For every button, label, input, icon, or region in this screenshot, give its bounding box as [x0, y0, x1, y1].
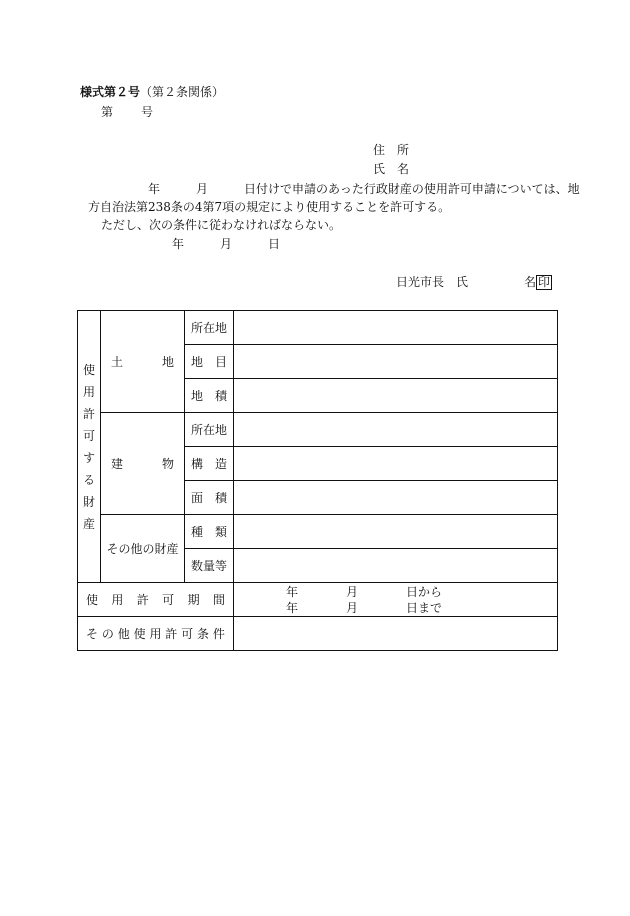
vertical-char: 許: [82, 406, 95, 421]
period-field[interactable]: [234, 583, 558, 617]
land-area-label: 地 積: [185, 379, 234, 413]
land-type-field[interactable]: [234, 345, 558, 379]
period-char: 使: [86, 593, 99, 607]
land-area-field[interactable]: [234, 379, 558, 413]
land-location-field[interactable]: [234, 311, 558, 345]
building-location-label: 所在地: [185, 413, 234, 447]
name-label: 氏 名: [373, 162, 410, 176]
vertical-char: 使: [82, 362, 95, 377]
other-category: その他の財産: [101, 515, 185, 583]
conditions-label: [78, 617, 234, 651]
land-type-label: 地 目: [185, 345, 234, 379]
other-quantity-label: 数量等: [185, 549, 234, 583]
issue-date: 年 月 日: [172, 237, 281, 251]
body-line-1: 年 月 日付けで申請のあった行政財産の使用許可申請については、地: [148, 182, 580, 196]
conditions-char: 他: [117, 627, 130, 641]
other-quantity-field[interactable]: [234, 549, 558, 583]
seal-mark: 印: [538, 275, 551, 289]
building-label-right: 物: [161, 457, 174, 471]
period-to: 年 月 日まで: [286, 600, 443, 615]
vertical-char: す: [82, 450, 95, 465]
other-kind-label: 種 類: [185, 515, 234, 549]
building-category: [101, 413, 185, 515]
vertical-char: 用: [82, 384, 95, 399]
form-number-label: 様式第２号: [80, 85, 141, 99]
table-row: [78, 617, 558, 651]
conditions-char: 可: [181, 627, 194, 641]
conditions-char: 条: [197, 627, 210, 641]
form-number: [80, 86, 224, 98]
building-area-label: 面 積: [185, 481, 234, 515]
number-prefix: 第: [101, 105, 114, 119]
vertical-char: 財: [82, 494, 95, 509]
period-label: [78, 583, 234, 617]
conditions-char: 許: [165, 627, 178, 641]
body-line-2: 方自治法第238条の4第7項の規定により使用することを許可する。: [88, 200, 451, 214]
conditions-field[interactable]: [234, 617, 558, 651]
number-suffix: 号: [141, 105, 154, 119]
mayor-title: 日光市長 氏: [396, 275, 469, 289]
mayor-signature: [396, 275, 552, 290]
other-kind-field[interactable]: [234, 515, 558, 549]
vertical-char: 可: [82, 428, 95, 443]
land-location-label: 所在地: [185, 311, 234, 345]
period-char: 可: [162, 593, 175, 607]
conditions-char: の: [101, 627, 114, 641]
conditions-char: 件: [212, 627, 225, 641]
building-structure-label: 構 造: [185, 447, 234, 481]
name-suffix: 名: [524, 275, 537, 289]
land-label-right: 地: [161, 355, 174, 369]
table-row: [78, 413, 558, 447]
form-relation: （第２条関係）: [140, 85, 225, 99]
property-header: [78, 311, 101, 583]
table-row: [78, 311, 558, 345]
period-char: 許: [136, 593, 149, 607]
land-label-left: 土: [111, 355, 124, 369]
period-char: 期: [187, 593, 200, 607]
building-structure-field[interactable]: [234, 447, 558, 481]
period-char: 用: [111, 593, 124, 607]
conditions-char: そ: [86, 627, 99, 641]
conditions-char: 使: [133, 627, 146, 641]
building-area-field[interactable]: [234, 481, 558, 515]
document-number-line: [101, 106, 153, 118]
body-line-3: ただし、次の条件に従わなければならない。: [101, 218, 342, 232]
table-row: [78, 515, 558, 549]
building-location-field[interactable]: [234, 413, 558, 447]
property-table: [77, 310, 558, 651]
land-category: [101, 311, 185, 413]
period-char: 間: [212, 593, 225, 607]
address-label: 住 所: [373, 143, 410, 157]
vertical-char: る: [82, 472, 95, 487]
period-from: 年 月 日から: [286, 584, 443, 599]
conditions-char: 用: [149, 627, 162, 641]
vertical-char: 産: [82, 516, 95, 531]
building-label-left: 建: [111, 457, 124, 471]
table-row: [78, 583, 558, 617]
